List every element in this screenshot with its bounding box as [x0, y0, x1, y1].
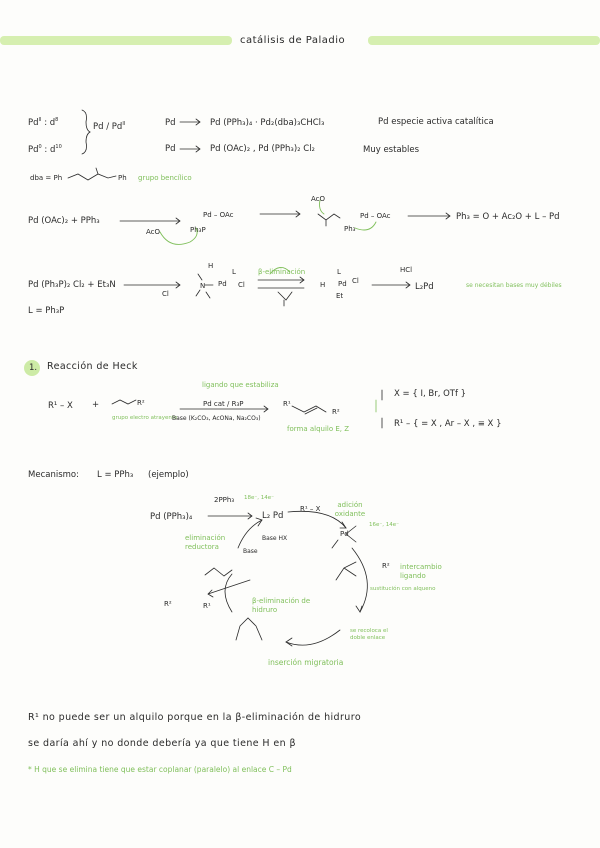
amine-c2-h: H: [320, 281, 326, 289]
page-title: catálisis de Paladio: [240, 35, 346, 46]
amine-c2-et: Et: [336, 292, 344, 300]
line1-right: Pd (PPh₃)₄ · Pd₂(dba)₃CHCl₃: [210, 118, 325, 128]
mech-r2: R²: [382, 562, 390, 570]
mech-oxadd: adición oxidante: [334, 501, 366, 518]
amine-c2-cl: Cl: [352, 277, 359, 285]
mech-ligexchange: intercambio ligando: [400, 563, 442, 580]
note-line-3: * H que se elimina tiene que estar coplanar (paralelo) al enlace C – Pd: [28, 765, 292, 774]
line1-note: Pd especie activa catalítica: [378, 117, 494, 127]
heck-plus: +: [92, 400, 100, 410]
mech-base: Base: [243, 548, 258, 555]
amine-product: L₂Pd: [415, 282, 434, 292]
amine-ligand: L = Ph₃P: [28, 306, 65, 316]
amine-c2-pd: Pd: [338, 280, 347, 288]
line2-right: Pd (OAc)₂ , Pd (PPh₃)₂ Cl₂: [210, 144, 315, 154]
mech-red-elim: eliminación reductora: [185, 534, 226, 551]
acetate-ion: AcO: [311, 195, 326, 203]
mech-r1x: R¹ – X: [300, 505, 321, 513]
acetate-second-sub: Ph₃: [344, 225, 356, 233]
heck-ligand-note: ligando que estabiliza: [202, 381, 279, 389]
acetate-second: Pd – OAc: [360, 212, 391, 220]
amine-beta: β-eliminación: [258, 268, 306, 276]
heck-catalyst: Pd cat / R₃P: [203, 400, 244, 408]
acetate-intermediate: Pd – OAc: [203, 211, 234, 219]
mech-base-hx: Base HX: [262, 535, 288, 542]
pd0-label: Pd$^0$ : $d^{10}$: [28, 144, 62, 155]
heck-product-r2: R²: [332, 408, 340, 416]
amine-c1-h: H: [208, 262, 214, 270]
brace-label: Pd / $Pd^{II}$: [93, 121, 126, 132]
amine-reactants: Pd (Ph₃P)₂ Cl₂ + Et₃N: [28, 280, 116, 290]
pd2-label: $Pd^{II}$ : $d^8$: [28, 117, 59, 128]
heck-product-note: forma alquilo E, Z: [287, 425, 350, 433]
mech-precursor: Pd (PPh₃)₄: [150, 512, 193, 522]
line1-left: Pd: [165, 118, 176, 128]
mech-pd0: L₂ Pd: [262, 511, 284, 521]
mech-loss: 2PPh₃: [214, 496, 235, 504]
mech-insertion-note: se recoloca el doble enlace: [350, 628, 388, 641]
amine-c1-l: L: [232, 268, 236, 276]
amine-c2-l: L: [337, 268, 341, 276]
mechanism-label: Mecanismo:: [28, 470, 79, 480]
mech-loss-note: 18e⁻, 14e⁻: [244, 495, 275, 501]
acetate-products: Ph₃ = O + Ac₂O + L – Pd: [456, 212, 560, 222]
dba-note: grupo bencílico: [138, 174, 192, 182]
amine-c1-cl: Cl: [238, 281, 245, 289]
acetate-below-arrow: AcO: [146, 228, 161, 236]
heck-x-def: X = { I, Br, OTf }: [394, 389, 467, 399]
section-title: Reacción de Heck: [47, 361, 138, 372]
heck-product-r1: R¹: [283, 400, 291, 408]
mech-ligexchange-note: sustitución con alqueno: [370, 586, 436, 592]
line2-note: Muy estables: [363, 145, 420, 155]
heck-base: Base (K₂CO₃, AcONa, Na₂CO₃): [172, 415, 261, 422]
amine-note: se necesitan bases muy débiles: [466, 282, 562, 289]
mech-beta: β-eliminación de hidruro: [252, 597, 311, 614]
acetate-intermediate-sub: Ph₃P: [190, 226, 206, 234]
dba-end: Ph: [118, 174, 127, 182]
heck-r1x: R¹ – X: [48, 401, 73, 411]
note-line-2: se daría ahí y no donde debería ya que tiene H en β: [28, 738, 296, 749]
mech-product: R²: [164, 600, 172, 608]
acetate-reactants: Pd (OAc)₂ + PPh₃: [28, 216, 100, 226]
amine-below-arrow: Cl: [162, 290, 169, 298]
mechanism-example: (ejemplo): [148, 470, 189, 480]
heck-alkene: R²: [137, 399, 145, 407]
note-line-1: R¹ no puede ser un alquilo porque en la β-eliminación de hidruro: [28, 712, 362, 723]
dba-label: dba = Ph: [30, 174, 63, 182]
amine-c1-n: N: [200, 282, 206, 290]
mechanism-ligand: L = PPh₃: [97, 470, 134, 480]
line2-left: Pd: [165, 144, 176, 154]
section-number: 1.: [29, 363, 38, 373]
mech-e16: 16e⁻, 14e⁻: [369, 522, 400, 528]
mech-insertion: inserción migratoria: [268, 658, 344, 667]
amine-hcl: HCl: [400, 266, 413, 274]
heck-alkene-note: grupo electro atrayente: [112, 415, 178, 421]
mech-product-r1: R¹: [203, 602, 211, 610]
mech-complex1: Pd: [340, 530, 349, 538]
heck-r1-def: R¹ – { = X , Ar – X , ≡ X }: [394, 419, 502, 429]
amine-c1-pd: Pd: [218, 280, 227, 288]
